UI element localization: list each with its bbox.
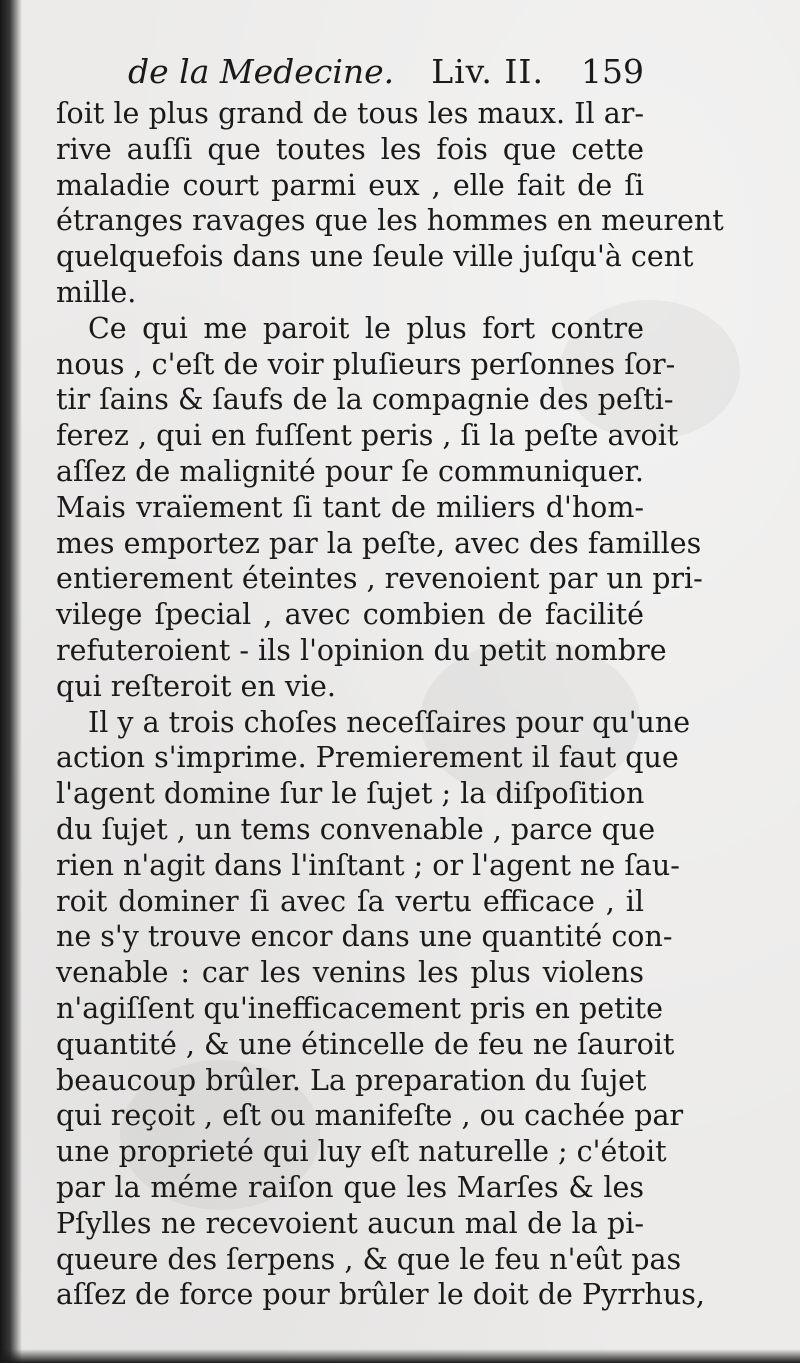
text-line: vilege ſpecial , avec combien de facilité xyxy=(56,598,644,632)
text-line: une proprieté qui luy eſt naturelle ; c'étoit xyxy=(56,1135,667,1169)
text-line: beaucoup brûler. La preparation du ſujet xyxy=(56,1063,647,1097)
text-line: venable : car les venins les plus violens xyxy=(56,956,644,990)
text-line: Ce qui me paroit le plus fort contre xyxy=(88,311,644,345)
text-line: entierement éteintes , revenoient par un pri- xyxy=(56,562,703,596)
text-line: étranges ravages que les hommes en meurent xyxy=(56,204,724,238)
page-binding-shadow xyxy=(0,0,22,1363)
text-line: refuteroient - ils l'opinion du petit nombre xyxy=(56,633,667,667)
page-number: 159 xyxy=(581,52,644,91)
running-header xyxy=(56,50,644,96)
text-line: ne s'y trouve encor dans une quantité con- xyxy=(56,920,673,954)
text-line: quantité , & une étincelle de feu ne ſauroit xyxy=(56,1027,675,1061)
text-line: du ſujet , un tems convenable , parce que xyxy=(56,812,656,846)
text-line: l'agent domine ſur le ſujet ; la diſpoſition xyxy=(56,777,645,811)
book-number: Liv. II. xyxy=(431,52,544,91)
text-line: Mais vraïement ſi tant de miliers d'hom- xyxy=(56,490,644,524)
text-line: ferez , qui en fuſſent peris , ſi la peſte avoit xyxy=(56,419,679,453)
text-line: roit dominer ſi avec ſa vertu efficace , il xyxy=(56,884,644,918)
text-line: maladie court parmi eux , elle fait de ſi xyxy=(56,168,644,202)
text-line: qui reſteroit en vie. xyxy=(56,669,336,703)
text-line: nous , c'eſt de voir pluſieurs perſonnes ſor- xyxy=(56,347,676,381)
text-line: n'agiſſent qu'inefficacement pris en petite xyxy=(56,991,663,1025)
text-line: tir ſains & ſaufs de la compagnie des peſti- xyxy=(56,383,674,417)
text-block xyxy=(56,50,724,1313)
text-line: queure des ſerpens , & que le feu n'eût pas xyxy=(56,1242,682,1276)
text-line: qui reçoit , eſt ou manifeſte , ou cachée par xyxy=(56,1099,684,1133)
text-line: Il y a trois choſes neceſſaires pour qu'une xyxy=(88,705,691,739)
text-line: par la méme raiſon que les Marſes & les xyxy=(56,1170,644,1204)
text-line: mille. xyxy=(56,275,137,309)
text-line: Pſylles ne recevoient aucun mal de la pi- xyxy=(56,1206,644,1240)
text-line: quelquefois dans une ſeule ville juſqu'à cent xyxy=(56,240,694,274)
body-text xyxy=(56,96,724,1313)
text-line: mes emportez par la peſte, avec des familles xyxy=(56,526,702,560)
text-line: rive auſſi que toutes les fois que cette xyxy=(56,132,644,166)
running-title: de la Medecine. xyxy=(128,52,395,91)
text-line: rien n'agit dans l'inſtant ; or l'agent ne ſau- xyxy=(56,848,680,882)
text-line: aſſez de malignité pour ſe communiquer. xyxy=(56,454,644,488)
text-line: ſoit le plus grand de tous les maux. Il ar- xyxy=(56,97,644,130)
text-line: aſſez de force pour brûler le doit de Pyrrhus, xyxy=(56,1278,705,1312)
text-line: action s'imprime. Premierement il faut que xyxy=(56,741,679,775)
page-bottom-shadow xyxy=(0,1349,800,1363)
